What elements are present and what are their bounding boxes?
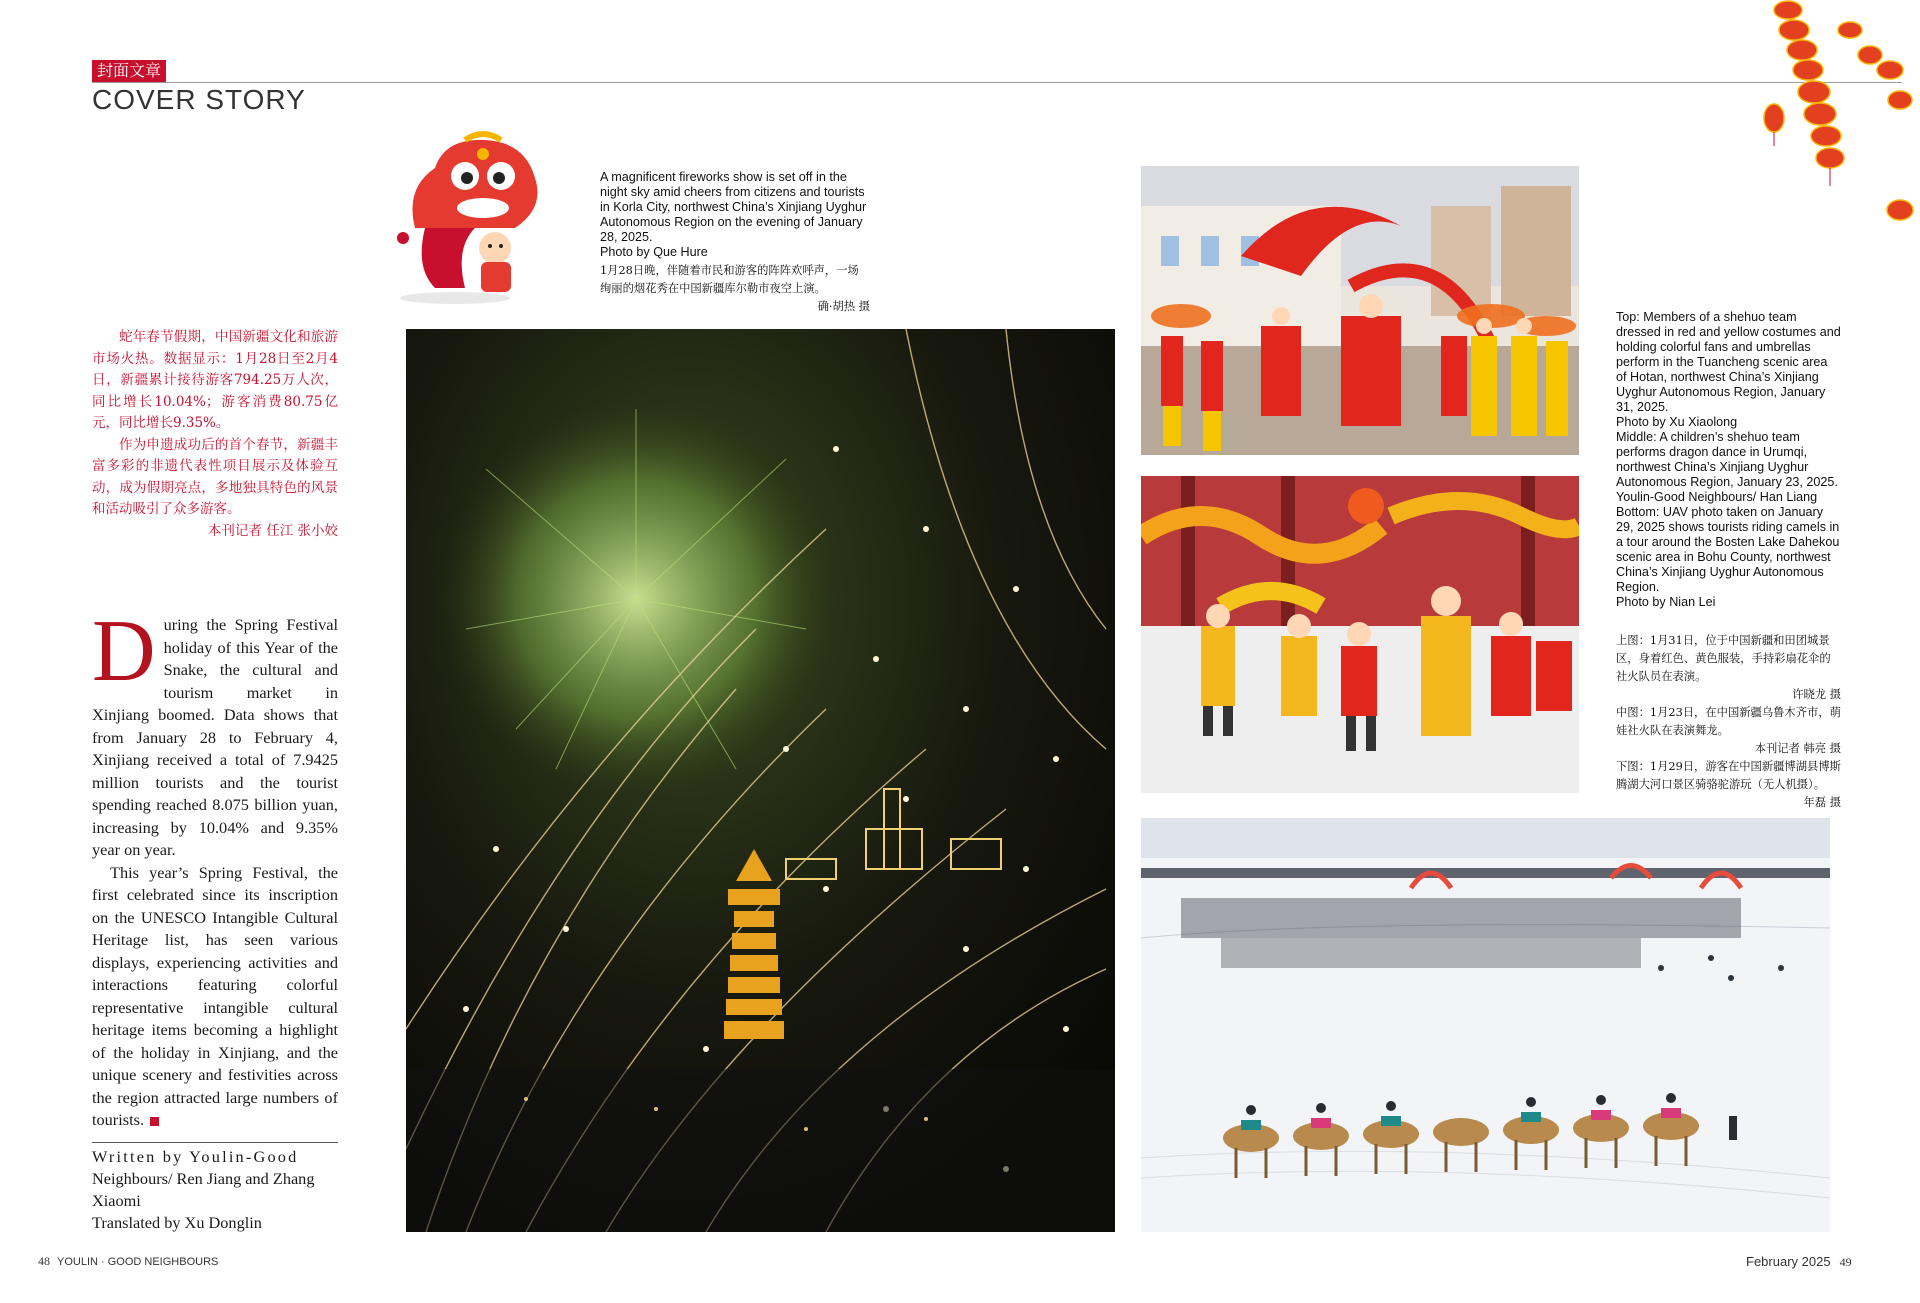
drop-cap: D xyxy=(92,603,156,700)
fireworks-caption-cn xyxy=(600,262,870,316)
caption-middle-cn-credit: 本刊记者 韩亮 摄 xyxy=(1754,742,1841,755)
lantern-string-decoration xyxy=(1750,0,1920,235)
caption-middle-credit: Youlin-Good Neighbours/ Han Liang xyxy=(1616,490,1818,504)
credit-translated: Translated by Xu Donglin xyxy=(92,1213,262,1232)
caption-top-cn-credit: 许晓龙 摄 xyxy=(1792,688,1841,701)
camel-ride-snow-illustration xyxy=(1141,818,1830,1232)
fireworks-caption-en xyxy=(600,170,870,260)
caption-bottom: Bottom: UAV photo taken on January 29, 2025 shows tourists riding camels in a tour around the Bosten Lake Dahekou scenic area in Bohu County, northwest China’s Xinjiang Uyghur Autonomous Region. xyxy=(1616,505,1840,594)
article-paragraph-1-text: uring the Spring Festival holiday of this Year of the Snake, the cultural and tourism market in Xinjiang boomed. Data shows that from January 28 to February 4, Xinjiang received a total of 7.9425 million tourists and the tourist spending reached 8.075 billion yuan, increasing by 10.04% and 9.35% year on year. xyxy=(92,615,338,859)
lion-dance-mascot-illustration xyxy=(395,128,565,308)
magazine-name: YOULIN · GOOD NEIGHBOURS xyxy=(57,1256,219,1268)
caption-bottom-cn-credit: 年磊 摄 xyxy=(1803,796,1841,809)
fireworks-caption-cn-credit: 确·胡热 摄 xyxy=(817,300,870,313)
footer-right xyxy=(1746,1254,1852,1270)
article-paragraph-2-text: This year’s Spring Festival, the first celebrated since its inscription on the UNESCO Intangible Cultural Heritage list, has seen various displays, experiencing activities and interactions featuring colorful representative intangible cultural heritage items becoming a highlight of the holiday in Xinjiang, and the unique scenery and festivities across the region attracted large numbers of tourists. xyxy=(92,862,338,1129)
header-rule xyxy=(92,82,1902,83)
chinese-lead-p1: 蛇年春节假期，中国新疆文化和旅游市场火热。数据显示：1月28日至2月4日，新疆累计接待游客794.25万人次，同比增长10.04%；游客消费80.75亿元，同比增长9.35%。 xyxy=(92,329,338,431)
caption-middle-cn: 中图：1月23日，在中国新疆乌鲁木齐市，萌娃社火队在表演舞龙。 xyxy=(1616,706,1841,737)
end-mark-icon xyxy=(150,1117,159,1126)
camel-ride-snow-photo xyxy=(1141,818,1830,1232)
caption-bottom-cn-text: 下图：1月29日，游客在中国新疆博湖县博斯腾湖大河口景区骑骆驼游玩（无人机摄）。 xyxy=(1616,760,1841,791)
fireworks-photo-illustration xyxy=(406,329,1115,1232)
issue-date: February 2025 xyxy=(1746,1254,1831,1269)
caption-bottom-credit: Photo by Nian Lei xyxy=(1616,595,1716,609)
caption-top-cn: 上图：1月31日，位于中国新疆和田团城景区，身着红色、黄色服装，手持彩扇花伞的社火队员在表演。 xyxy=(1616,634,1831,683)
children-dragon-dance-illustration xyxy=(1141,476,1579,793)
credit-rule xyxy=(92,1142,338,1143)
caption-middle: Middle: A children’s shehuo team performs dragon dance in Urumqi, northwest China’s Xinjiang Uyghur Autonomous Region, January 23, 2025. xyxy=(1616,430,1838,489)
shehuo-team-photo xyxy=(1141,166,1579,455)
page-number-right: 49 xyxy=(1839,1255,1852,1269)
section-title: COVER STORY xyxy=(92,84,306,115)
chinese-lead xyxy=(92,327,338,542)
caption-top-credit: Photo by Xu Xiaolong xyxy=(1616,415,1738,429)
side-captions-en xyxy=(1616,310,1841,610)
credit-written-line-1: Written by Youlin-Good xyxy=(92,1147,299,1166)
chinese-lead-byline: 本刊记者 任江 张小姣 xyxy=(207,522,338,539)
fireworks-caption-cn-text: 1月28日晚，伴随着市民和游客的阵阵欢呼声，一场绚丽的烟花秀在中国新疆库尔勒市夜空上演。 xyxy=(600,264,859,295)
section-tag: 封面文章 xyxy=(92,60,166,82)
fireworks-photo xyxy=(406,329,1115,1232)
fireworks-photo-credit: Photo by Que Hure xyxy=(600,245,708,259)
page-number-left: 48 xyxy=(38,1254,50,1268)
children-dragon-dance-photo xyxy=(1141,476,1579,793)
article-paragraph-2 xyxy=(92,862,338,1132)
article-credit xyxy=(92,1146,338,1234)
chinese-lead-p2: 作为申遗成功后的首个春节，新疆丰富多彩的非遗代表性项目展示及体验互动，成为假期亮点，多地独具特色的风景和活动吸引了众多游客。 xyxy=(92,436,338,517)
article-body xyxy=(92,603,338,1132)
caption-bottom-cn xyxy=(1616,758,1841,794)
footer-left xyxy=(38,1254,218,1269)
side-captions-cn xyxy=(1616,632,1841,812)
article-paragraph-1 xyxy=(92,603,338,862)
shehuo-team-illustration xyxy=(1141,166,1579,455)
caption-top: Top: Members of a shehuo team dressed in red and yellow costumes and holding colorful fans and umbrellas perform in the Tuancheng scenic area of Hotan, northwest China’s Xinjiang Uyghur Autonomous Region, January 31, 2025. xyxy=(1616,310,1841,414)
credit-written-line-2: Neighbours/ Ren Jiang and Zhang Xiaomi xyxy=(92,1169,315,1210)
fireworks-caption-text: A magnificent fireworks show is set off in the night sky amid cheers from citizens and tourists in Korla City, northwest China’s Xinjiang Uyghur Autonomous Region on the evening of January 28, 2025. xyxy=(600,170,867,244)
